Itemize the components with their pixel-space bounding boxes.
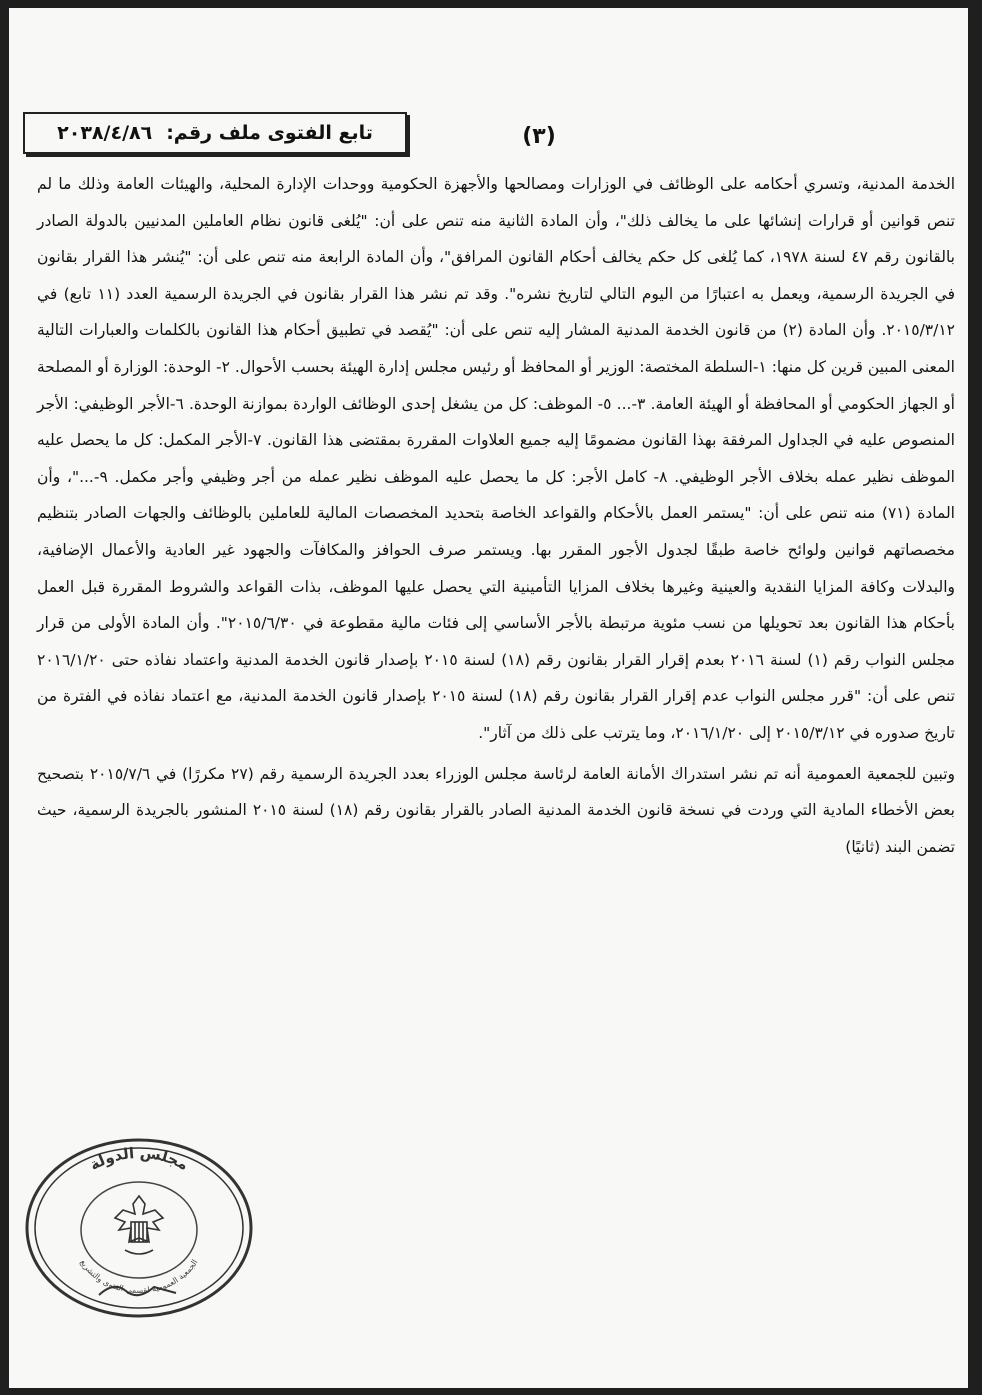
svg-text:مجلس الدولة [86,1143,191,1174]
paragraph-2: وتبين للجمعية العمومية أنه تم نشر استدراك الأمانة العامة لرئاسة مجلس الوزراء بعدد الجريدة الرسمية رقم (٢٧ مكررًا) في ٢٠١٥/٧/٦ بتصحيح بعض الأخطاء المادية التي وردت في نسخة قانون الخدمة المدنية الصادر بالقرار بقانون رقم (١٨) لسنة ٢٠١٥ المنشور بالجريدة الرسمية، حيث تضمن البند (ثانيًا) [37,764,955,856]
file-reference-number: ٢٠٣٨/٤/٨٦ [57,122,153,144]
body-text [37,166,955,865]
paragraph-1: الخدمة المدنية، وتسري أحكامه على الوظائف في الوزارات ومصالحها والأجهزة الحكومية ووحدات الإدارة المحلية، والهيئات العامة وذلك ما لم تنص قوانين أو قرارات إنشائها على ما يخالف ذلك"، وأن المادة الثانية منه تنص على أن: "يُلغى قانون نظام العاملين المدنيين بالدولة الصادر بالقانون رقم ٤٧ لسنة ١٩٧٨، كما يُلغى كل حكم يخالف أحكام القانون المرافق"، وأن المادة الرابعة منه تنص على أن: "يُنشر هذا القرار بقانون في الجريدة الرسمية، ويعمل به اعتبارًا من اليوم التالي لتاريخ نشره". وقد تم نشر هذا القرار بقانون في الجريدة الرسمية العدد (١١ تابع) في ٢٠١٥/٣/١٢. وأن المادة (٢) من قانون الخدمة المدنية المشار إليه تنص على أن: "يُقصد في تطبيق أحكام هذا القانون بالكلمات والعبارات التالية المعنى المبين قرين كل منها: ١-السلطة المختصة: الوزير أو المحافظ أو رئيس مجلس إدارة الهيئة بحسب الأحوال. ٢- الوحدة: الوزارة أو المصلحة أو الجهاز الحكومي أو المحافظة أو الهيئة العامة. ٣-... ٥- الموظف: كل من يشغل إحدى الوظائف الواردة بموازنة الوحدة. ٦-الأجر الوظيفي: الأجر المنصوص عليه في الجداول المرفقة بهذا القانون مضمومًا إليه جميع العلاوات المقررة بمقتضى هذا القانون. ٧-الأجر المكمل: كل ما يحصل عليه الموظف نظير عمله بخلاف الأجر الوظيفي. ٨- كامل الأجر: كل ما يحصل عليه الموظف نظير عمله من أجر وظيفي وأجر مكمل. ٩-..."، وأن المادة (٧١) منه تنص على أن: "يستمر العمل بالأحكام والقواعد الخاصة بتحديد المخصصات المالية للعاملين بالوظائف والجهات الصادر بتنظيم مخصصاتهم قوانين ولوائح خاصة طبقًا لجدول الأجور المقرر بها. ويستمر صرف الحوافز والمكافآت والجهود غير العادية والأعمال الإضافية، والبدلات وكافة المزايا النقدية والعينية وغيرها بخلاف المزايا التأمينية التي يحصل عليها الموظف، بذات القواعد والشروط المقررة قبل العمل بأحكام هذا القانون بعد تحويلها من نسب مئوية مرتبطة بالأجر الأساسي إلى فئات مالية مقطوعة في ٢٠١٥/٦/٣٠". وأن المادة الأولى من قرار مجلس النواب رقم (١) لسنة ٢٠١٦ بعدم إقرار القرار بقانون رقم (١٨) لسنة ٢٠١٥ بإصدار قانون الخدمة المدنية واعتماد نفاذه حتى ٢٠١٦/١/٢٠ تنص على أن: "قرر مجلس النواب عدم إقرار القرار بقانون رقم (١٨) لسنة ٢٠١٥ بإصدار قانون الخدمة المدنية، مع اعتماد نفاذه في الفترة من تاريخ صدوره في ٢٠١٥/٣/١٢ إلى ٢٠١٦/١/٢٠، وما يترتب على ذلك من آثار". [37,175,956,742]
document-page [9,8,968,1388]
signature-mark-icon [94,1273,184,1303]
file-reference-label: تابع الفتوى ملف رقم: [166,122,373,144]
seal-text: مجلس الدولة [86,1143,192,1175]
seal-inner-text: الجمعية العمومية لقسمي الفتوى والتشريع [78,1257,200,1296]
page-number: (٣) [522,124,556,149]
file-reference-box [23,112,407,154]
